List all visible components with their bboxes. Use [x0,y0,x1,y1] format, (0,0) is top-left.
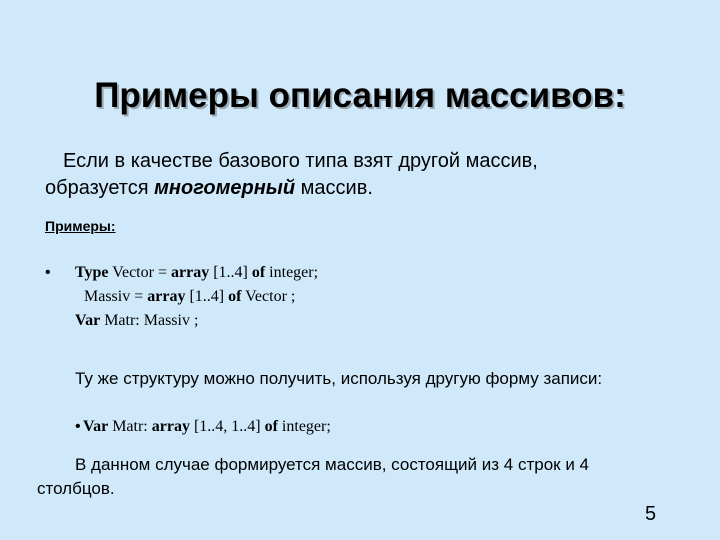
keyword: of [228,288,242,305]
intro-line-1: Если в качестве базового типа взят другой массив, [63,150,538,172]
code-line-4 [83,418,331,436]
conclusion-line-1: В данном случае формируется массив, состоящий из 4 строк и 4 [75,455,589,474]
keyword: array [151,418,190,435]
conclusion-line-2: столбцов. [37,479,115,498]
code-text: [1..4] [185,288,229,305]
bullet-2: • [75,418,81,435]
alt-form-text: Ту же структуру можно получить, используя другую форму записи: [75,369,603,388]
code-text: Matr: Massiv ; [100,312,199,329]
page-number: 5 [645,503,657,525]
code-line-1 [75,264,318,282]
examples-heading: Примеры: [45,218,116,234]
code-text: [1..4] [209,264,252,281]
code-text: [1..4, 1..4] [189,418,265,435]
keyword: of [264,418,278,435]
keyword: array [170,264,210,281]
intro-text: образуется [45,177,155,199]
code-text: Matr: [108,418,152,435]
keyword: Var [83,418,109,435]
code-text: integer; [277,418,331,435]
code-line-2 [84,288,295,306]
code-text: Vector ; [241,288,296,305]
bullet-1: • [45,264,51,281]
keyword: array [147,288,186,305]
code-text: Massiv = [84,288,148,305]
code-text: integer; [265,264,319,281]
keyword: Type [75,264,109,281]
intro-line-2 [45,175,373,201]
slide-title: Примеры описания массивов: [94,76,626,115]
code-text: Vector = [108,264,171,281]
intro-emphasis: многомерный [154,177,296,199]
keyword: Var [75,312,101,329]
code-line-3 [75,312,198,330]
keyword: of [251,264,266,281]
intro-text-end: массив. [295,177,373,199]
